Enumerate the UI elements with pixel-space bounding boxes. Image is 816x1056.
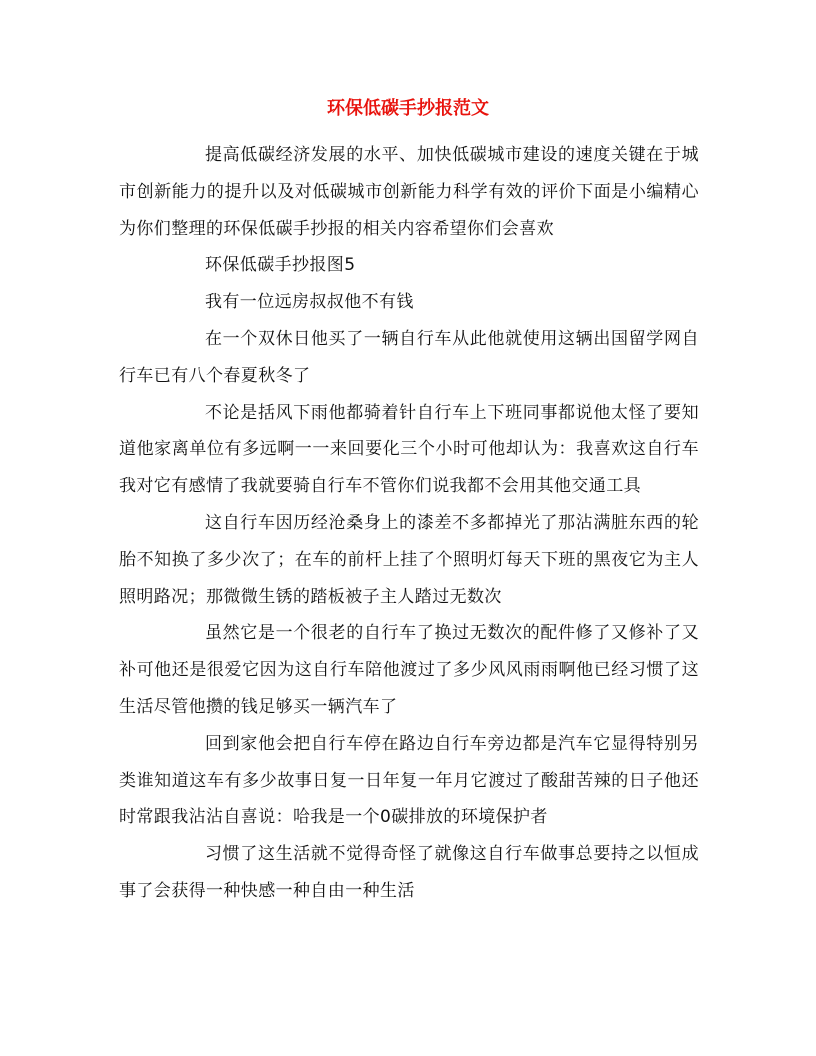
document-body — [119, 137, 699, 910]
paragraph-intro: 提高低碳经济发展的水平、加快低碳城市建设的速度关键在于城市创新能力的提升以及对低碳城市创新能力科学有效的评价下面是小编精心为你们整理的环保低碳手抄报的相关内容希望你们会喜欢 — [119, 145, 699, 239]
paragraph: 不论是括风下雨他都骑着针自行车上下班同事都说他太怪了要知道他家离单位有多远啊一一来回要化三个小时可他却认为：我喜欢这自行车我对它有感情了我就要骑自行车不管你们说我都不会用其他交通工具 — [119, 402, 699, 497]
paragraph: 虽然它是一个很老的自行车了换过无数次的配件修了又修补了又补可他还是很爱它因为这自行车陪他渡过了多少风风雨雨啊他已经习惯了这生活尽管他攒的钱足够买一辆汽车了 — [119, 623, 699, 717]
paragraph: 在一个双休日他买了一辆自行车从此他就使用这辆出国留学网自行车已有八个春夏秋冬了 — [119, 328, 699, 386]
paragraph: 我有一位远房叔叔他不有钱 — [205, 292, 414, 313]
paragraph-image-caption: 环保低碳手抄报图5 — [205, 255, 356, 276]
paragraph: 这自行车因历经沧桑身上的漆差不多都掉光了那沾满脏东西的轮胎不知换了多少次了；在车的前杆上挂了个照明灯每天下班的黑夜它为主人照明路况；那微微生锈的踏板被子主人踏过无数次 — [119, 512, 699, 607]
document-title: 环保低碳手抄报范文 — [327, 98, 489, 119]
paragraph: 回到家他会把自行车停在路边自行车旁边都是汽车它显得特别另类谁知道这车有多少故事日复一日年复一年月它渡过了酸甜苦辣的日子他还时常跟我沾沾自喜说：哈我是一个0碳排放的环境保护者 — [119, 733, 699, 828]
paragraph: 习惯了这生活就不觉得奇怪了就像这自行车做事总要持之以恒成事了会获得一种快感一种自由一种生活 — [119, 844, 699, 901]
